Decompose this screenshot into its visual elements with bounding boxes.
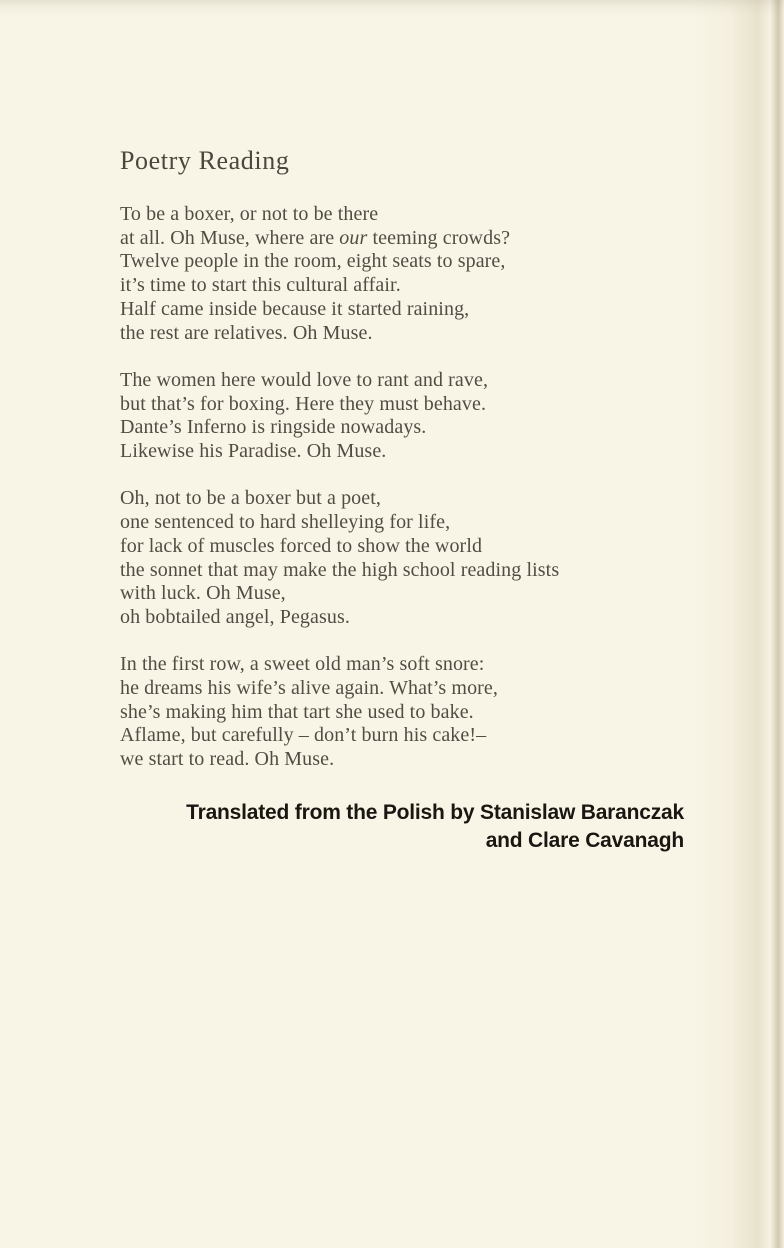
poem-line: the sonnet that may make the high school reading lists xyxy=(120,558,560,581)
poem-line: Dante’s Inferno is ringside nowadays. xyxy=(120,416,427,439)
poem-line-segment: teeming crowds? xyxy=(367,226,511,249)
poem-line: Half came inside because it started raining, xyxy=(120,297,470,320)
translation-credit xyxy=(120,799,684,855)
poem-line: she’s making him that tart she used to bake. xyxy=(120,700,474,723)
poem-line xyxy=(120,227,686,251)
poem-line: but that’s for boxing. Here they must behave. xyxy=(120,392,487,415)
poem-line: for lack of muscles forced to show the world xyxy=(120,534,483,557)
poem-line-segment: at all. Oh Muse, where are xyxy=(120,226,340,249)
credit-line-1: Translated from the Polish by Stanislaw Baranczak xyxy=(186,800,684,824)
stanza-4 xyxy=(120,653,686,772)
credit-line-2: and Clare Cavanagh xyxy=(485,828,684,852)
poem-line: one sentenced to hard shelleying for life, xyxy=(120,511,451,534)
poem-content xyxy=(120,146,686,855)
poem-line: To be a boxer, or not to be there xyxy=(120,203,379,225)
poem-line: oh bobtailed angel, Pegasus. xyxy=(120,605,350,628)
poem-line: it’s time to start this cultural affair. xyxy=(120,274,401,297)
stanza-1 xyxy=(120,203,686,345)
poem-line: Oh, not to be a boxer but a poet, xyxy=(120,487,382,510)
poem-line: Likewise his Paradise. Oh Muse. xyxy=(120,440,387,463)
poem-line: with luck. Oh Muse, xyxy=(120,582,286,605)
poem-line: The women here would love to rant and rave, xyxy=(120,368,489,391)
poem-title: Poetry Reading xyxy=(120,146,290,175)
page-edge-shadow xyxy=(692,0,784,1248)
poem-line: Twelve people in the room, eight seats to spare, xyxy=(120,250,506,273)
stanza-2 xyxy=(120,369,686,464)
poem-line: In the first row, a sweet old man’s soft snore: xyxy=(120,653,485,676)
italic-word: our xyxy=(339,226,368,249)
poem-line: the rest are relatives. Oh Muse. xyxy=(120,321,373,344)
stanza-3 xyxy=(120,487,686,629)
page-top-shade xyxy=(0,0,784,16)
poem-line: we start to read. Oh Muse. xyxy=(120,748,335,771)
poem-line: he dreams his wife’s alive again. What’s more, xyxy=(120,677,499,700)
poem-line: Aflame, but carefully – don’t burn his cake!– xyxy=(120,724,487,747)
